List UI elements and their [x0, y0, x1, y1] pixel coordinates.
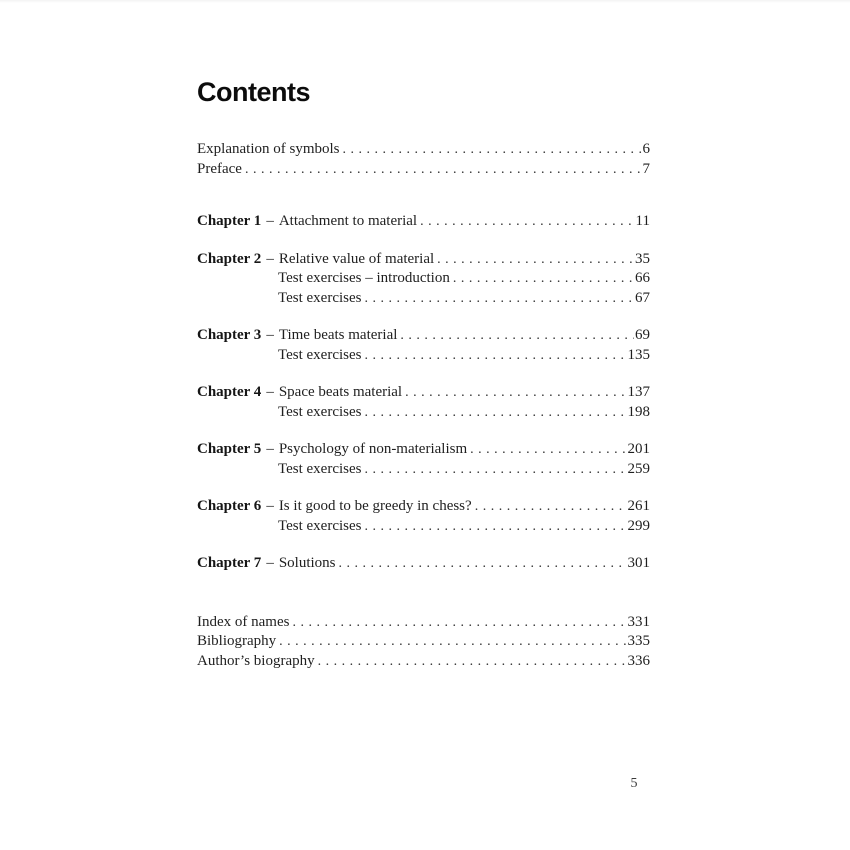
entry-label: Test exercises – introduction — [278, 270, 450, 286]
page-ref: 259 — [627, 460, 650, 477]
page-ref: 66 — [635, 270, 650, 286]
dot-leader — [400, 326, 634, 346]
chapter-block — [197, 440, 650, 479]
page-ref: 198 — [627, 403, 650, 420]
chapter-block — [197, 554, 650, 574]
dot-leader — [475, 497, 627, 517]
entry-label: Index of names — [197, 613, 290, 630]
dot-leader — [365, 517, 627, 537]
dot-leader — [365, 460, 627, 480]
toc-entry — [197, 140, 650, 160]
toc-chapter-entry — [197, 497, 650, 517]
page-ref: 7 — [642, 160, 650, 177]
dot-leader — [470, 440, 626, 460]
toc-chapter-entry — [197, 250, 650, 270]
chapter-block — [197, 383, 650, 422]
entry-label: Test exercises — [278, 403, 362, 420]
chapter-block — [197, 497, 650, 536]
dot-leader — [318, 652, 627, 672]
dash-separator: – — [266, 213, 274, 229]
chapter-title: Is it good to be greedy in chess? — [278, 498, 472, 514]
chapter-label: Chapter 3 — [197, 327, 262, 343]
dot-leader — [339, 554, 627, 574]
toc-sub-entry — [197, 269, 650, 289]
entry-label: Test exercises — [278, 346, 362, 363]
toc-sub-entry — [197, 460, 650, 480]
toc-chapter-entry — [197, 383, 650, 403]
page-ref: 135 — [627, 346, 650, 363]
page-ref: 301 — [627, 555, 650, 571]
toc-sub-entry — [197, 517, 650, 537]
dash-separator: – — [266, 441, 274, 457]
contents-column — [197, 0, 650, 671]
entry-label: Test exercises — [278, 517, 362, 534]
chapter-label: Chapter 2 — [197, 250, 262, 267]
toc-entry — [197, 632, 650, 652]
toc-chapter-entry — [197, 212, 650, 232]
entry-label: Bibliography — [197, 633, 277, 649]
chapter-label: Chapter 1 — [197, 213, 262, 229]
page-ref: 137 — [627, 384, 650, 400]
dash-separator: – — [266, 555, 274, 571]
toc-sub-entry — [197, 346, 650, 366]
dot-leader — [405, 383, 626, 403]
chapter-title: Time beats material — [278, 327, 398, 343]
toc-chapter-entry — [197, 440, 650, 460]
front-matter-block — [197, 140, 650, 179]
chapter-title: Relative value of material — [278, 250, 435, 267]
entry-label: Test exercises — [278, 289, 362, 306]
toc-chapter-entry — [197, 554, 650, 574]
page-ref: 336 — [627, 652, 650, 669]
toc-sub-entry — [197, 403, 650, 423]
page-ref: 35 — [635, 250, 650, 267]
entry-label: Explanation of symbols — [197, 141, 340, 157]
chapter-label: Chapter 6 — [197, 498, 262, 514]
dot-leader — [279, 632, 626, 652]
entry-label: Preface — [197, 160, 242, 177]
entry-label: Author’s biography — [197, 652, 315, 669]
chapter-block — [197, 326, 650, 365]
toc-entry — [197, 160, 650, 180]
chapter-title: Solutions — [278, 555, 336, 571]
folio-page-number: 5 — [630, 776, 638, 791]
dot-leader — [245, 160, 642, 180]
dot-leader — [292, 613, 626, 633]
chapter-block — [197, 212, 650, 232]
chapter-label: Chapter 4 — [197, 384, 262, 400]
dot-leader — [437, 250, 634, 270]
toc-entry — [197, 652, 650, 672]
dot-leader — [420, 212, 634, 232]
chapter-label: Chapter 5 — [197, 441, 262, 457]
dot-leader — [343, 140, 642, 160]
entry-label: Test exercises — [278, 460, 362, 477]
dash-separator: – — [266, 327, 274, 343]
dash-separator: – — [266, 384, 274, 400]
chapter-title: Attachment to material — [278, 213, 418, 229]
page-ref: 299 — [627, 517, 650, 534]
dash-separator: – — [266, 250, 274, 267]
chapter-title: Space beats material — [278, 384, 403, 400]
page-ref: 331 — [627, 613, 650, 630]
table-of-contents — [197, 140, 650, 671]
page-title: Contents — [197, 77, 310, 107]
toc-chapter-entry — [197, 326, 650, 346]
page-ref: 67 — [635, 289, 650, 306]
page-ref: 69 — [635, 327, 650, 343]
page-ref: 261 — [627, 498, 650, 514]
dash-separator: – — [266, 498, 274, 514]
toc-sub-entry — [197, 289, 650, 309]
back-matter-block — [197, 613, 650, 672]
dot-leader — [365, 346, 627, 366]
chapter-label: Chapter 7 — [197, 555, 262, 571]
page-ref: 335 — [627, 633, 650, 649]
chapter-block — [197, 250, 650, 309]
dot-leader — [365, 289, 635, 309]
page-ref: 201 — [627, 441, 650, 457]
toc-entry — [197, 613, 650, 633]
dot-leader — [365, 403, 627, 423]
page-ref: 6 — [642, 141, 650, 157]
chapter-title: Psychology of non-materialism — [278, 441, 468, 457]
page-ref: 11 — [635, 213, 650, 229]
dot-leader — [453, 269, 634, 289]
